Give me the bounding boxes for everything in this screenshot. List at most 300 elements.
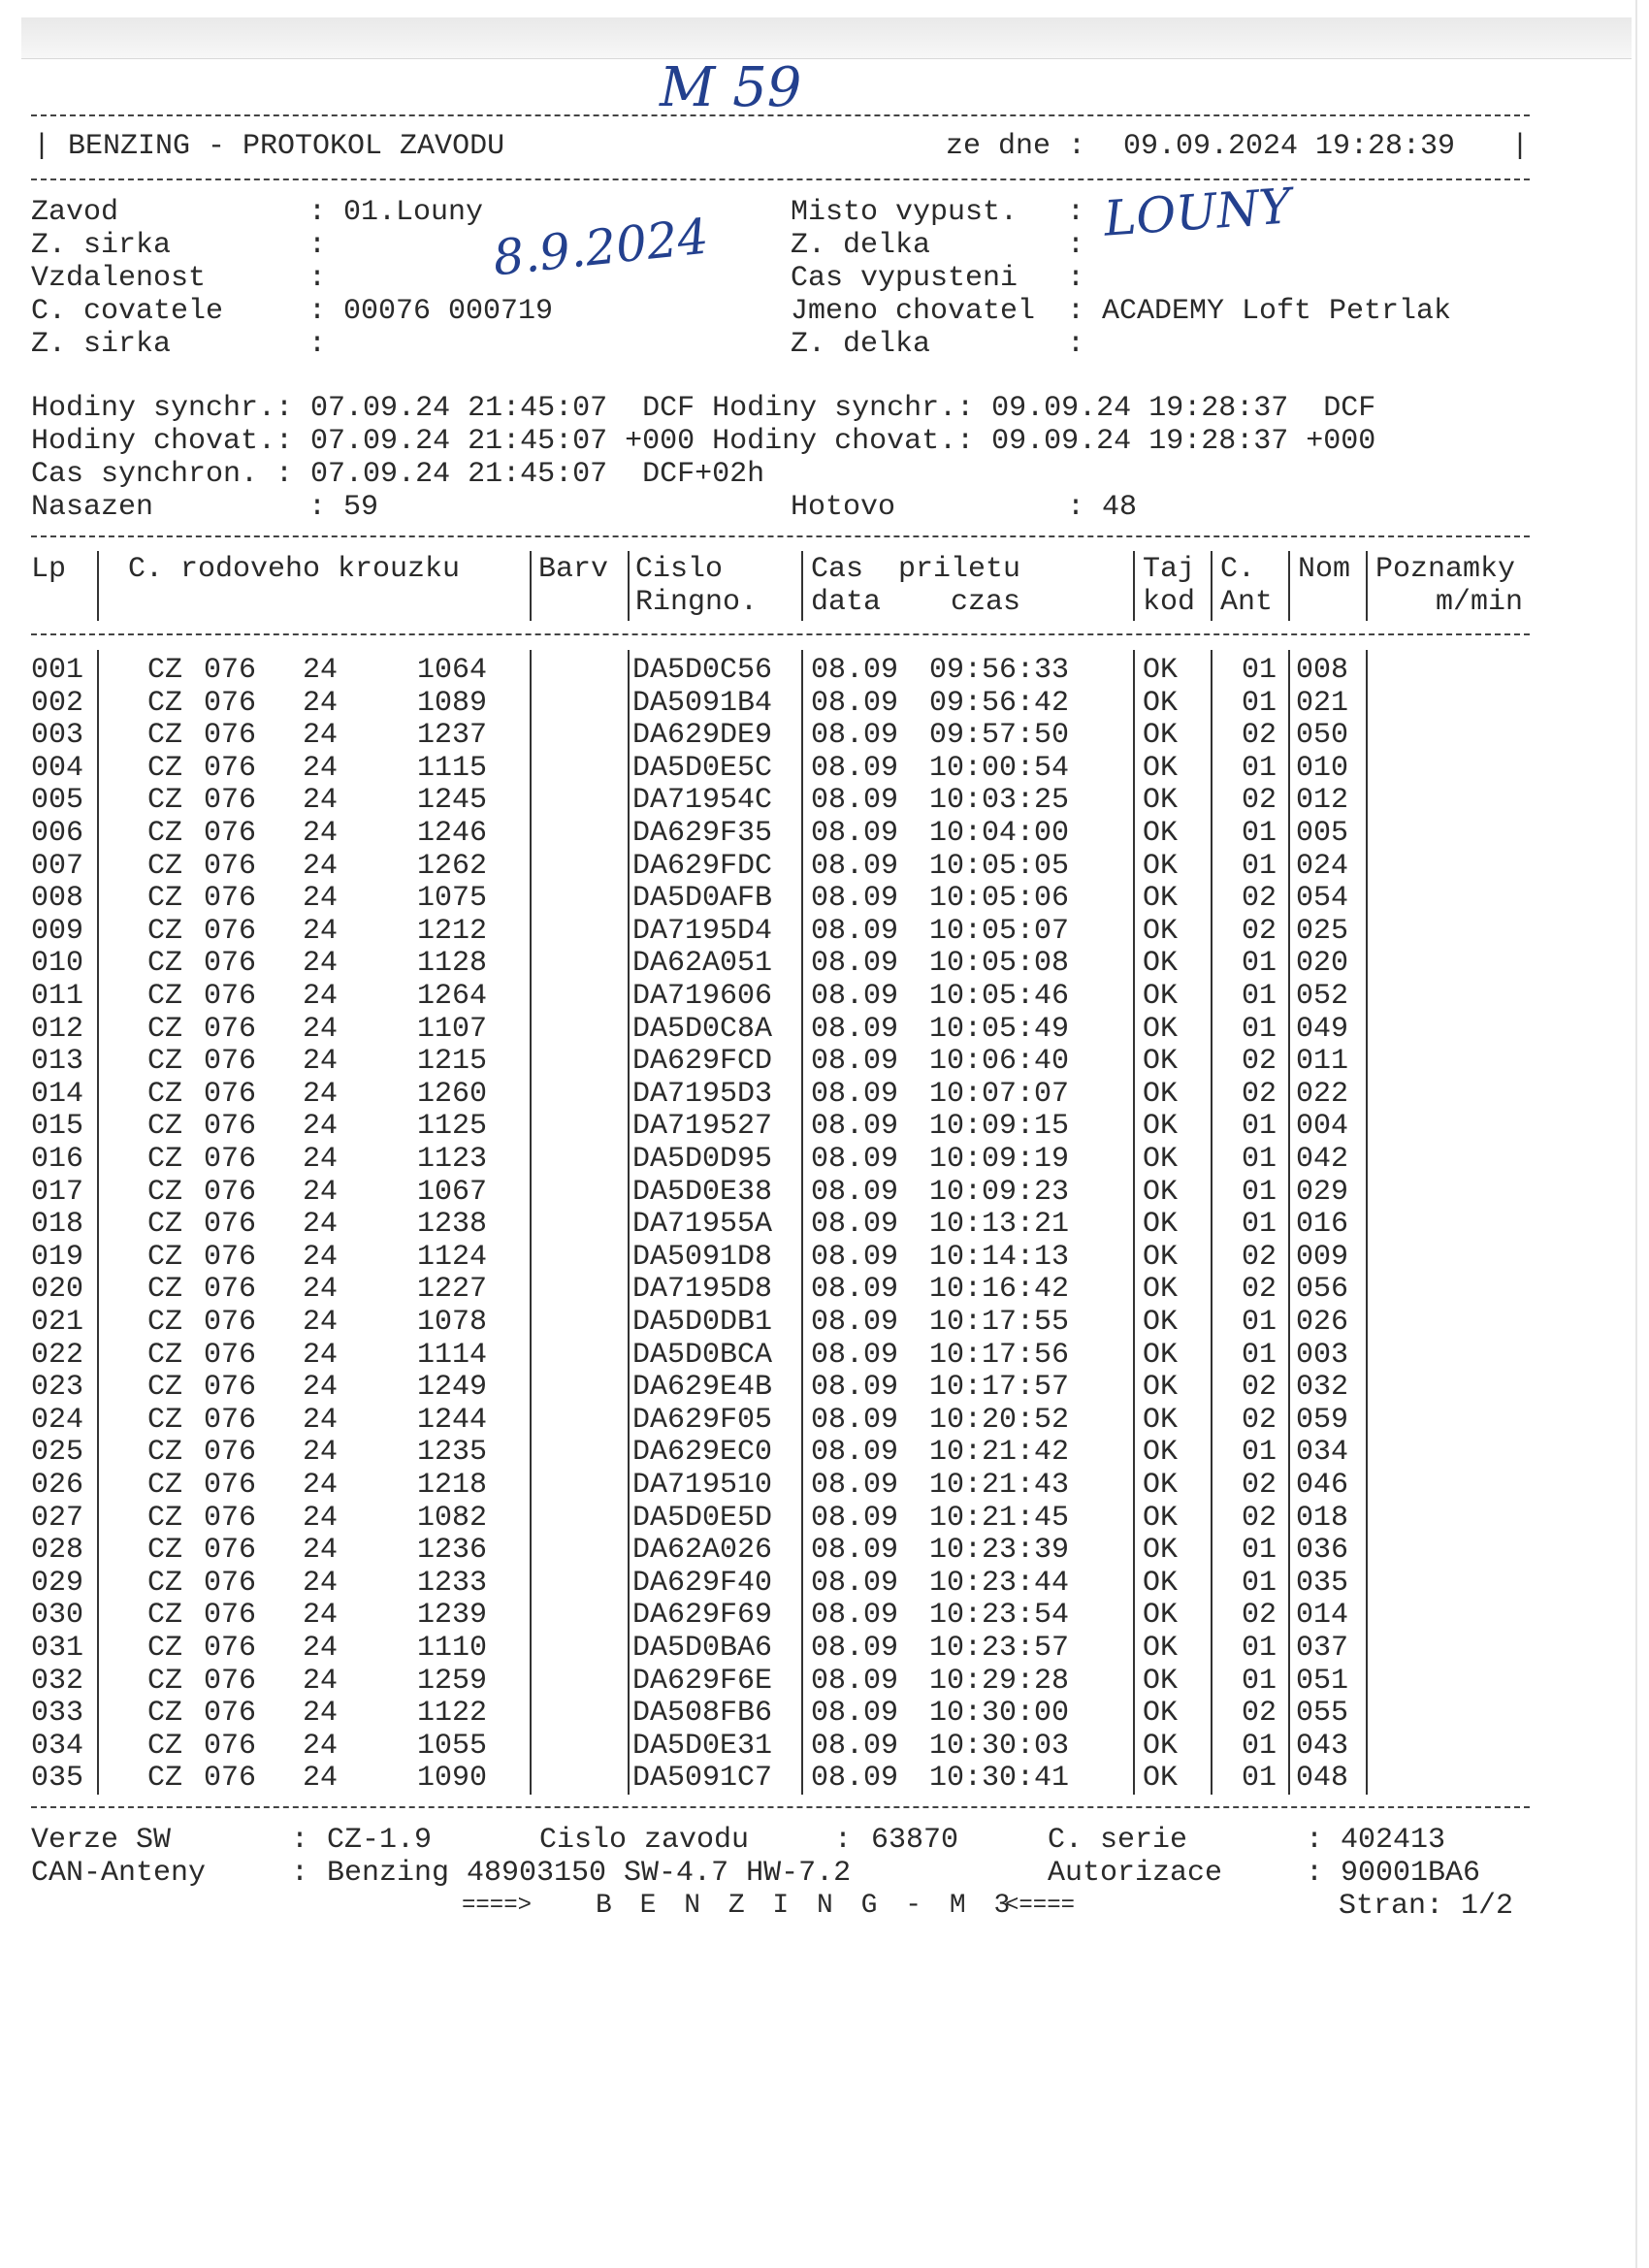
footer-serie-label: C. serie (1048, 1824, 1188, 1857)
cell-year: 24 (303, 1534, 339, 1568)
race-right-label-2: Cas vypusteni (791, 262, 1018, 295)
cell-year: 24 (303, 1338, 339, 1372)
cell-country: CZ (147, 817, 183, 850)
cell-time: 10:23:57 (929, 1632, 1070, 1665)
cell-year: 24 (303, 849, 339, 883)
cell-code: 076 (204, 1273, 257, 1307)
cell-ring-number: 1055 (417, 1729, 488, 1763)
cell-nom: 005 (1296, 817, 1349, 850)
cell-country: CZ (147, 784, 183, 818)
cell-taj-kod: OK (1143, 1729, 1179, 1763)
table-row (0, 1339, 1649, 1372)
table-row (0, 915, 1649, 948)
race-left-label-3: C. covatele (31, 295, 224, 328)
cell-taj-kod: OK (1143, 947, 1179, 981)
cell-lp: 023 (31, 1371, 84, 1405)
cell-country: CZ (147, 751, 183, 785)
cell-nom: 054 (1296, 882, 1349, 916)
cell-lp: 034 (31, 1729, 84, 1763)
footer-cislo-value: 63870 (871, 1824, 959, 1857)
cell-country: CZ (147, 882, 183, 916)
cell-ringno: DA5D0BA6 (632, 1632, 773, 1665)
footer-verze-colon: : (291, 1824, 309, 1857)
table-row (0, 1045, 1649, 1078)
cell-ring-number: 1110 (417, 1632, 488, 1665)
cell-lp: 002 (31, 686, 84, 720)
cell-year: 24 (303, 784, 339, 818)
cell-ringno: DA629E4B (632, 1371, 773, 1405)
race-right-label-0: Misto vypust. (791, 196, 1018, 229)
table-row (0, 1110, 1649, 1143)
footer-verze-value: CZ-1.9 (327, 1824, 433, 1857)
table-row (0, 1502, 1649, 1535)
header-left-bar: | (33, 130, 51, 163)
table-row (0, 817, 1649, 850)
cell-lp: 011 (31, 980, 84, 1013)
table-row (0, 1436, 1649, 1469)
cell-ring-number: 1125 (417, 1110, 488, 1144)
cell-lp: 024 (31, 1403, 84, 1437)
cell-taj-kod: OK (1143, 1110, 1179, 1144)
cell-date: 08.09 (811, 1045, 899, 1079)
cell-country: CZ (147, 1306, 183, 1339)
cell-nom: 042 (1296, 1143, 1349, 1176)
cell-ring-number: 1089 (417, 686, 488, 720)
footer-brand: B E N Z I N G - M 3 (596, 1891, 1017, 1921)
cell-time: 10:21:43 (929, 1469, 1070, 1502)
cell-year: 24 (303, 1403, 339, 1437)
th-c-1: C. (1220, 553, 1256, 586)
cell-lp: 033 (31, 1697, 84, 1731)
header-right-bar: | (1511, 130, 1530, 163)
cell-ring-number: 1114 (417, 1338, 488, 1372)
cell-code: 076 (204, 1045, 257, 1079)
cell-code: 076 (204, 654, 257, 687)
cell-date: 08.09 (811, 1632, 899, 1665)
cell-country: CZ (147, 1729, 183, 1763)
cell-antenna: 01 (1242, 980, 1277, 1013)
cell-antenna: 02 (1242, 1599, 1277, 1633)
table-top-rule (31, 535, 1530, 537)
cell-antenna: 02 (1242, 1697, 1277, 1731)
cell-code: 076 (204, 1306, 257, 1339)
cell-lp: 016 (31, 1143, 84, 1176)
hotovo-value: 48 (1102, 491, 1138, 524)
cell-time: 10:30:03 (929, 1729, 1070, 1763)
cell-nom: 037 (1296, 1632, 1349, 1665)
cell-ring-number: 1064 (417, 654, 488, 687)
table-row (0, 719, 1649, 752)
cell-taj-kod: OK (1143, 1501, 1179, 1535)
cell-time: 10:06:40 (929, 1045, 1070, 1079)
th-cas-2b: czas (951, 586, 1021, 619)
cell-date: 08.09 (811, 1273, 899, 1307)
cell-ring-number: 1260 (417, 1077, 488, 1111)
cell-ringno: DA5D0E38 (632, 1175, 773, 1209)
th-cas-2a: data (811, 586, 882, 619)
cell-ringno: DA629FCD (632, 1045, 773, 1079)
cell-antenna: 02 (1242, 914, 1277, 948)
cell-taj-kod: OK (1143, 686, 1179, 720)
cell-ring-number: 1233 (417, 1566, 488, 1600)
table-row (0, 947, 1649, 980)
cell-date: 08.09 (811, 1697, 899, 1731)
footer-serie-value: 402413 (1341, 1824, 1446, 1857)
cell-date: 08.09 (811, 1240, 899, 1274)
cell-time: 10:21:42 (929, 1436, 1070, 1470)
th-cislo-1: Cislo (635, 553, 724, 586)
cell-date: 08.09 (811, 980, 899, 1013)
cell-lp: 009 (31, 914, 84, 948)
cell-ring-number: 1264 (417, 980, 488, 1013)
cell-date: 08.09 (811, 784, 899, 818)
th-divider-8 (1366, 551, 1368, 621)
cell-time: 10:21:45 (929, 1501, 1070, 1535)
cell-code: 076 (204, 1403, 257, 1437)
cell-ring-number: 1244 (417, 1403, 488, 1437)
cell-antenna: 01 (1242, 1110, 1277, 1144)
cell-code: 076 (204, 1436, 257, 1470)
cell-date: 08.09 (811, 1599, 899, 1633)
cell-country: CZ (147, 1403, 183, 1437)
cell-country: CZ (147, 1664, 183, 1698)
cell-antenna: 02 (1242, 1469, 1277, 1502)
race-left-label-1: Z. sirka (31, 229, 172, 262)
cell-nom: 050 (1296, 719, 1349, 753)
cell-year: 24 (303, 1208, 339, 1242)
cell-ring-number: 1212 (417, 914, 488, 948)
cell-lp: 026 (31, 1469, 84, 1502)
table-row (0, 1208, 1649, 1241)
cell-time: 10:17:57 (929, 1371, 1070, 1405)
cell-code: 076 (204, 1077, 257, 1111)
cell-ring-number: 1262 (417, 849, 488, 883)
cell-antenna: 01 (1242, 849, 1277, 883)
cell-ringno: DA5091C7 (632, 1762, 773, 1796)
cell-country: CZ (147, 1012, 183, 1046)
cell-taj-kod: OK (1143, 1338, 1179, 1372)
table-row (0, 784, 1649, 817)
cell-year: 24 (303, 1762, 339, 1796)
cell-antenna: 02 (1242, 1273, 1277, 1307)
cell-antenna: 02 (1242, 784, 1277, 818)
cell-date: 08.09 (811, 1338, 899, 1372)
cell-ringno: DA629DE9 (632, 719, 773, 753)
cell-lp: 032 (31, 1664, 84, 1698)
cell-antenna: 01 (1242, 1436, 1277, 1470)
cell-code: 076 (204, 1566, 257, 1600)
cell-nom: 035 (1296, 1566, 1349, 1600)
footer-autor-colon: : (1306, 1857, 1324, 1890)
th-lp: Lp (31, 553, 67, 586)
cell-nom: 034 (1296, 1436, 1349, 1470)
th-cas-1: Cas priletu (811, 553, 1021, 586)
cell-antenna: 02 (1242, 1501, 1277, 1535)
cell-ringno: DA629F6E (632, 1664, 773, 1698)
cell-year: 24 (303, 751, 339, 785)
cell-code: 076 (204, 1697, 257, 1731)
cell-lp: 029 (31, 1566, 84, 1600)
cell-antenna: 01 (1242, 1208, 1277, 1242)
cell-nom: 055 (1296, 1697, 1349, 1731)
cell-lp: 010 (31, 947, 84, 981)
cell-lp: 020 (31, 1273, 84, 1307)
cell-antenna: 01 (1242, 1175, 1277, 1209)
cell-country: CZ (147, 849, 183, 883)
cell-code: 076 (204, 1175, 257, 1209)
header-top-rule (31, 114, 1530, 116)
cell-lp: 027 (31, 1501, 84, 1535)
cell-ring-number: 1078 (417, 1306, 488, 1339)
cell-time: 10:16:42 (929, 1273, 1070, 1307)
cell-taj-kod: OK (1143, 1240, 1179, 1274)
table-row (0, 1404, 1649, 1437)
cell-year: 24 (303, 1077, 339, 1111)
table-row (0, 1534, 1649, 1567)
cell-antenna: 01 (1242, 947, 1277, 981)
cell-time: 10:07:07 (929, 1077, 1070, 1111)
cell-time: 10:09:15 (929, 1110, 1070, 1144)
table-row (0, 752, 1649, 785)
cell-country: CZ (147, 1240, 183, 1274)
cell-taj-kod: OK (1143, 1469, 1179, 1502)
cell-code: 076 (204, 784, 257, 818)
cell-antenna: 02 (1242, 1045, 1277, 1079)
cell-year: 24 (303, 1599, 339, 1633)
footer-cislo-label: Cislo zavodu (539, 1824, 750, 1857)
cell-antenna: 01 (1242, 817, 1277, 850)
cell-country: CZ (147, 1110, 183, 1144)
cell-ringno: DA5D0C8A (632, 1012, 773, 1046)
cell-year: 24 (303, 947, 339, 981)
cell-antenna: 01 (1242, 1338, 1277, 1372)
cell-ringno: DA508FB6 (632, 1697, 773, 1731)
cell-ring-number: 1123 (417, 1143, 488, 1176)
cell-date: 08.09 (811, 1175, 899, 1209)
cell-code: 076 (204, 914, 257, 948)
cell-year: 24 (303, 980, 339, 1013)
cell-lp: 025 (31, 1436, 84, 1470)
nasazen-value: 59 (343, 491, 379, 524)
cell-nom: 011 (1296, 1045, 1349, 1079)
cell-taj-kod: OK (1143, 1566, 1179, 1600)
table-row (0, 1469, 1649, 1502)
cell-ring-number: 1075 (417, 882, 488, 916)
cell-date: 08.09 (811, 1436, 899, 1470)
cell-taj-kod: OK (1143, 914, 1179, 948)
cell-code: 076 (204, 1534, 257, 1568)
cell-time: 10:30:00 (929, 1697, 1070, 1731)
footer-brand-arrow-right: <==== (1005, 1893, 1076, 1919)
cell-code: 076 (204, 686, 257, 720)
cell-lp: 003 (31, 719, 84, 753)
cell-date: 08.09 (811, 1403, 899, 1437)
table-row (0, 1176, 1649, 1209)
cell-antenna: 02 (1242, 719, 1277, 753)
th-pozn-1: Poznamky (1375, 553, 1516, 586)
cell-antenna: 01 (1242, 1632, 1277, 1665)
cell-ringno: DA629F40 (632, 1566, 773, 1600)
cell-taj-kod: OK (1143, 751, 1179, 785)
cell-taj-kod: OK (1143, 719, 1179, 753)
cell-code: 076 (204, 1012, 257, 1046)
cell-ringno: DA71954C (632, 784, 773, 818)
cell-nom: 036 (1296, 1534, 1349, 1568)
cell-nom: 043 (1296, 1729, 1349, 1763)
race-left-value-0: 01.Louny (343, 196, 484, 229)
cell-lp: 021 (31, 1306, 84, 1339)
cell-antenna: 02 (1242, 1240, 1277, 1274)
cell-lp: 014 (31, 1077, 84, 1111)
header-date-value: 09.09.2024 19:28:39 (1123, 130, 1456, 163)
cell-country: CZ (147, 1045, 183, 1079)
cell-time: 10:14:13 (929, 1240, 1070, 1274)
cell-taj-kod: OK (1143, 882, 1179, 916)
race-left-value-3: 00076 000719 (343, 295, 554, 328)
cell-country: CZ (147, 1599, 183, 1633)
cell-ring-number: 1128 (417, 947, 488, 981)
cell-time: 10:05:46 (929, 980, 1070, 1013)
cell-date: 08.09 (811, 1012, 899, 1046)
table-row (0, 1599, 1649, 1632)
cell-date: 08.09 (811, 1371, 899, 1405)
cell-country: CZ (147, 654, 183, 687)
table-row (0, 882, 1649, 915)
cell-date: 08.09 (811, 1469, 899, 1502)
cell-nom: 032 (1296, 1371, 1349, 1405)
cell-ringno: DA5D0AFB (632, 882, 773, 916)
cell-code: 076 (204, 719, 257, 753)
cell-time: 10:05:07 (929, 914, 1070, 948)
cell-ring-number: 1107 (417, 1012, 488, 1046)
cell-country: CZ (147, 1534, 183, 1568)
cell-country: CZ (147, 1371, 183, 1405)
cell-nom: 014 (1296, 1599, 1349, 1633)
th-nom: Nom (1298, 553, 1351, 586)
cell-ring-number: 1259 (417, 1664, 488, 1698)
cell-date: 08.09 (811, 751, 899, 785)
cell-code: 076 (204, 1599, 257, 1633)
cell-date: 08.09 (811, 914, 899, 948)
cell-antenna: 01 (1242, 1012, 1277, 1046)
cell-country: CZ (147, 1077, 183, 1111)
cell-lp: 031 (31, 1632, 84, 1665)
cell-year: 24 (303, 1469, 339, 1502)
cell-nom: 018 (1296, 1501, 1349, 1535)
cell-date: 08.09 (811, 1566, 899, 1600)
cell-ring-number: 1239 (417, 1599, 488, 1633)
cell-year: 24 (303, 1045, 339, 1079)
cell-nom: 049 (1296, 1012, 1349, 1046)
cell-lp: 022 (31, 1338, 84, 1372)
th-c-2: Ant (1220, 586, 1274, 619)
cell-year: 24 (303, 1697, 339, 1731)
cell-country: CZ (147, 686, 183, 720)
cell-ringno: DA5D0E5C (632, 751, 773, 785)
cell-taj-kod: OK (1143, 980, 1179, 1013)
cell-time: 10:17:56 (929, 1338, 1070, 1372)
cell-time: 10:20:52 (929, 1403, 1070, 1437)
cell-date: 08.09 (811, 1501, 899, 1535)
footer-autor-value: 90001BA6 (1341, 1857, 1481, 1890)
cell-ring-number: 1082 (417, 1501, 488, 1535)
cell-year: 24 (303, 686, 339, 720)
footer-autor-label: Autorizace (1048, 1857, 1223, 1890)
cell-ring-number: 1249 (417, 1371, 488, 1405)
cell-country: CZ (147, 1632, 183, 1665)
cell-country: CZ (147, 1273, 183, 1307)
cell-date: 08.09 (811, 1143, 899, 1176)
cell-taj-kod: OK (1143, 1599, 1179, 1633)
cell-country: CZ (147, 1436, 183, 1470)
cell-year: 24 (303, 654, 339, 687)
cell-time: 10:03:25 (929, 784, 1070, 818)
handwritten-place: LOUNY (1102, 178, 1293, 247)
scan-top-shadow (21, 17, 1632, 59)
cell-ringno: DA62A051 (632, 947, 773, 981)
handwritten-top-mark: M 59 (660, 56, 802, 119)
cell-ring-number: 1238 (417, 1208, 488, 1242)
th-ring: C. rodoveho krouzku (128, 553, 461, 586)
cell-ringno: DA71955A (632, 1208, 773, 1242)
cell-ringno: DA5D0DB1 (632, 1306, 773, 1339)
cell-nom: 008 (1296, 654, 1349, 687)
footer-can-value: Benzing 48903150 SW-4.7 HW-7.2 (327, 1857, 852, 1890)
cell-nom: 052 (1296, 980, 1349, 1013)
cell-nom: 021 (1296, 686, 1349, 720)
race-right-label-1: Z. delka (791, 229, 931, 262)
race-left-colons: : : : : : (308, 196, 327, 361)
cell-country: CZ (147, 1501, 183, 1535)
cell-taj-kod: OK (1143, 1143, 1179, 1176)
footer-can-colon: : (291, 1857, 309, 1890)
cell-ringno: DA62A026 (632, 1534, 773, 1568)
cell-nom: 025 (1296, 914, 1349, 948)
cell-nom: 022 (1296, 1077, 1349, 1111)
th-pozn-2: m/min (1436, 586, 1524, 619)
cell-code: 076 (204, 817, 257, 850)
cell-ringno: DA629FDC (632, 849, 773, 883)
cell-lp: 001 (31, 654, 84, 687)
th-barv: Barv (538, 553, 609, 586)
cell-taj-kod: OK (1143, 817, 1179, 850)
cell-nom: 003 (1296, 1338, 1349, 1372)
cell-ringno: DA719527 (632, 1110, 773, 1144)
cell-year: 24 (303, 1110, 339, 1144)
cell-time: 10:30:41 (929, 1762, 1070, 1796)
page-title: BENZING - PROTOKOL ZAVODU (68, 130, 505, 163)
cell-date: 08.09 (811, 1534, 899, 1568)
cell-year: 24 (303, 914, 339, 948)
cell-nom: 046 (1296, 1469, 1349, 1502)
table-row (0, 1078, 1649, 1111)
cell-year: 24 (303, 1664, 339, 1698)
cell-antenna: 02 (1242, 1371, 1277, 1405)
cell-ringno: DA5D0E31 (632, 1729, 773, 1763)
cell-lp: 019 (31, 1240, 84, 1274)
cell-antenna: 01 (1242, 751, 1277, 785)
cell-date: 08.09 (811, 1208, 899, 1242)
cell-taj-kod: OK (1143, 784, 1179, 818)
cell-date: 08.09 (811, 1664, 899, 1698)
cell-taj-kod: OK (1143, 1175, 1179, 1209)
cell-nom: 048 (1296, 1762, 1349, 1796)
cell-time: 10:09:19 (929, 1143, 1070, 1176)
cell-date: 08.09 (811, 719, 899, 753)
header-date-label: ze dne : (946, 130, 1086, 163)
cell-date: 08.09 (811, 882, 899, 916)
cell-time: 10:04:00 (929, 817, 1070, 850)
